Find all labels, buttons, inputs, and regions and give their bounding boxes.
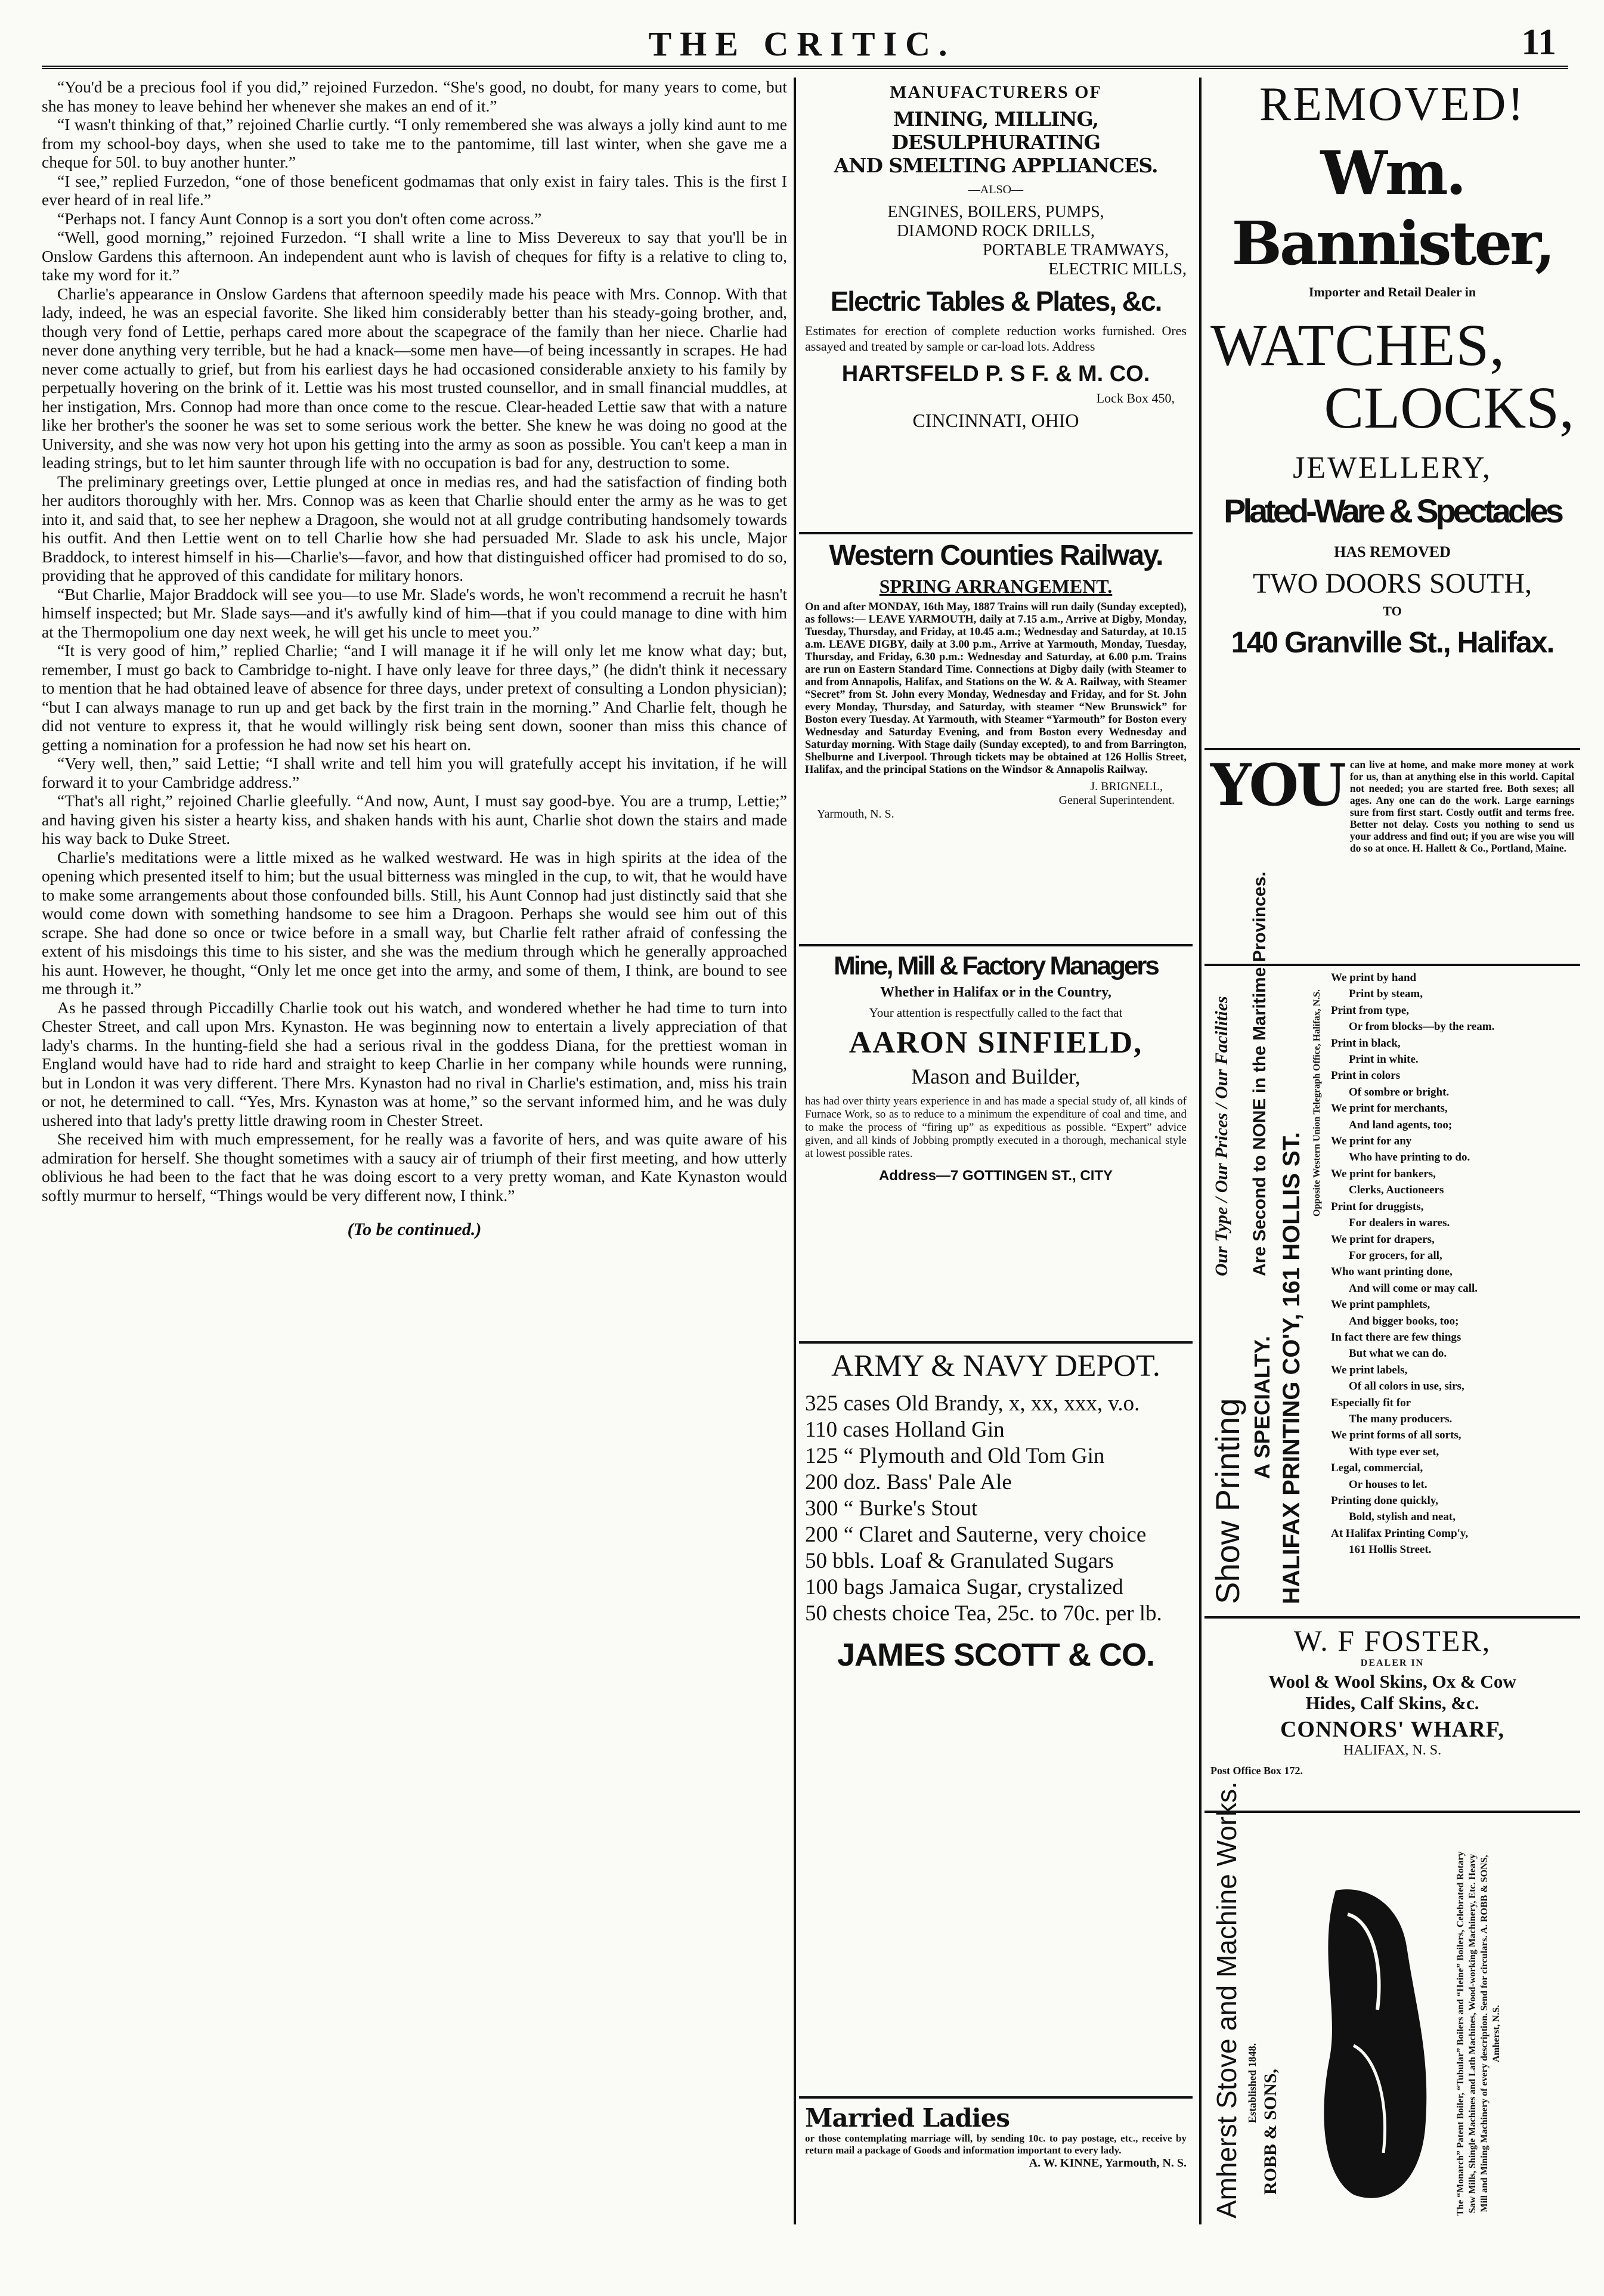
foster-wool-ad [1204,1619,1580,1813]
verse-line: Of all colors in use, sirs, [1349,1380,1464,1393]
depot-item: 200 doz. Bass' Pale Ale [805,1470,1012,1494]
ad-box: Lock Box 450, [1096,391,1175,406]
ad-you: YOU [1210,751,1344,819]
verse-line: Especially fit for [1331,1396,1411,1409]
verse-line: But what we can do. [1349,1347,1447,1360]
depot-item: 100 bags Jamaica Sugar, crystalized [805,1575,1123,1599]
railway-timetable-ad [799,534,1193,946]
ad-line: PORTABLE TRAMWAYS, [983,241,1169,259]
ad-place: Yarmouth, N. S. [817,807,894,821]
stove-illustration [1312,1879,1443,2213]
verse-line: We print for bankers, [1331,1167,1436,1180]
ad-box: Post Office Box 172. [1210,1765,1303,1777]
ad-body: or those contemplating marriage will, by sending 10c. to pay postage, etc., receive by return mail a package of Goods and information important to every lady. [805,2133,1187,2156]
story-paragraph: “I wasn't thinking of that,” rejoined Charlie curtly. “I only remembered she was always a jolly kind aunt to me from my school-boy days, when she used to take me to the pantomime, till last winter, when she gave me a cheque for 50l. to buy another hunter.” [42,115,787,171]
verse-line: Bold, stylish and neat, [1349,1511,1456,1524]
verse-line: With type ever set, [1349,1445,1439,1458]
header-rule [42,66,1568,69]
verse-line: Or houses to let. [1349,1478,1428,1491]
ad-clocks: CLOCKS, [1324,375,1574,441]
ad-also: —ALSO— [968,183,1024,196]
ad-trade: Mason and Builder, [911,1065,1080,1088]
column-divider [794,78,796,2224]
amherst-vertical-established: Established 1848. [1246,2043,1258,2123]
ad-role: Importer and Retail Dealer in [1308,284,1476,299]
verse-line: Clerks, Auctioneers [1349,1184,1444,1197]
ad-body: Estimates for erection of complete reduction works furnished. Ores assayed and treated by sample or car-load lots. Address [805,323,1187,354]
ad-attention: Your attention is respectfully called to the fact that [869,1005,1123,1020]
ad-has-removed: HAS REMOVED [1334,543,1451,561]
halifax-printing-ad [1204,871,1580,1619]
ad-address: 140 Granville St., Halifax. [1231,626,1554,659]
verse-line: Or from blocks—by the ream. [1349,1020,1495,1033]
bannister-ad [1204,78,1580,750]
verse-line: And land agents, too; [1349,1118,1453,1131]
ad-body: has had over thirty years experience in and has made a special study of, all kinds of Furnace Work, so as to reduce to a minimum the expenditure of coal and time, and to make the process of “firing up” as expeditious as possible. “Expert” advice given, and all kinds of Jobbing promptly executed in a thorough, mechanical style at lowest possible rates. [805,1095,1187,1160]
verse-line: And will come or may call. [1349,1282,1478,1295]
ad-headline: REMOVED! [1259,78,1526,131]
ad-watches: WATCHES, [1210,312,1506,378]
ad-subhead: SPRING ARRANGEMENT. [879,575,1113,597]
ad-line: DIAMOND ROCK DRILLS, [896,222,1095,240]
ad-name: AARON SINFIELD, [849,1026,1143,1060]
ad-headline: Married Ladies [805,2103,1010,2133]
ad-line: ENGINES, BOILERS, PUMPS, [887,203,1104,221]
ad-heading: MANUFACTURERS OF [890,82,1102,102]
ad-doors: TWO DOORS SOUTH, [1253,568,1532,599]
verse-line: For grocers, for all, [1349,1249,1442,1262]
amherst-vertical-title: Amherst Stove and Machine Works. [1211,1781,1242,2218]
verse-line: Print from type, [1331,1004,1410,1017]
amherst-vertical-firm: ROBB & SONS, [1261,2069,1280,2195]
story-paragraph: “That's all right,” rejoined Charlie gleefully. “And now, Aunt, I must say good-bye. You are a trump, Lettie;” and having given his sister a hearty kiss, and shaken hands with his aunt, Charlie shot down the stairs and made his way back to Duke Street. [42,791,787,847]
printing-vertical-address: Opposite Western Union Telegraph Office, Halifax, N.S. [1312,989,1322,1217]
verse-line: We print for merchants, [1331,1102,1448,1115]
ad-line: Hides, Calf Skins, &c. [1305,1692,1479,1713]
depot-item: 110 cases Holland Gin [805,1418,1005,1442]
story-paragraph: “I see,” replied Furzedon, “one of those beneficent godmamas that only exist in fairy tales. This is the first I ever heard of in real life.” [42,171,787,209]
verse-line: And bigger books, too; [1349,1314,1459,1328]
ad-plated-ware: Plated-Ware & Spectacles [1224,492,1561,530]
ad-jewellery: JEWELLERY, [1293,451,1492,485]
masthead [42,18,1562,66]
printing-vertical-company: HALIFAX PRINTING CO'Y, 161 HOLLIS ST. [1278,1132,1305,1604]
verse-line: We print for any [1331,1135,1412,1148]
story-paragraph: The preliminary greetings over, Lettie plunged at once in medias res, and had the satisfaction of finding both her auditors thoroughly with her. Mrs. Connop was as keen that Charlie should enter the army as he was to get into it, and said that, to see her nephew a Dragoon, she would not at all grudge contributing handsomely towards his outfit. And then Lettie went on to tell Charlie how she had persuaded Mr. Slade to ask his uncle, Major Braddock, to interest himself in his—Charlie's—favor, and how that distinguished officer had promised to do so, providing that he approved of this candidate for military honors. [42,472,787,584]
story-paragraph: “Very well, then,” said Lettie; “I shall write and tell him you will gratefully accept his invitation, if he will forward it to your Cambridge address.” [42,754,787,791]
ad-line: Wool & Wool Skins, Ox & Cow [1268,1671,1516,1692]
verse-line: At Halifax Printing Comp'y, [1331,1527,1469,1540]
ad-headline: ARMY & NAVY DEPOT. [831,1349,1160,1383]
depot-item: 300 “ Burke's Stout [805,1496,978,1521]
married-ladies-ad [799,2099,1193,2179]
continued-note: (To be continued.) [347,1220,482,1239]
column-divider [1199,78,1202,2224]
depot-item: 50 bbls. Loaf & Granulated Sugars [805,1549,1114,1573]
ad-address: Address—7 GOTTINGEN ST., CITY [878,1168,1113,1184]
verse-line: Print for druggists, [1331,1200,1424,1213]
amherst-stove-works-ad [1204,1781,1580,2230]
verse-line: We print pamphlets, [1331,1298,1430,1311]
verse-line: Print in colors [1331,1069,1401,1082]
verse-line: The many producers. [1349,1412,1453,1425]
mason-builder-ad [799,946,1193,1344]
ad-body: On and after MONDAY, 16th May, 1887 Trains will run daily (Sunday excepted), as follows:— LEAVE YARMOUTH, daily at 7.15 a.m., Arrive at Digby, Monday, Tuesday, Thursday, and Friday, at 10.45 a.m.; Wednesday and Saturday, at 10.15 a.m. LEAVE DIGBY, daily at 3.00 p.m., Arrive at Yarmouth, Monday, Tuesday, Thursday, and Friday, 6.30 p.m.: Wednesday and Saturday, at 6.00 p.m. Trains are run on Eastern Standard Time. Connections at Digby daily (with Steamer to and from Annapolis, Halifax, and Stations on the W. & A. Railway, with Steamer “Secret” from St. John every Monday, Wednesday and Friday, and for St. John every Monday, Thursday, and Saturday, with steamer “New Brunswick” for Boston every Tuesday. At Yarmouth, with Steamer “Yarmouth” for Boston every Wednesday and Saturday Evening, and from Boston every Wednesday and Saturday morning. With Stage daily (Sunday excepted), to and from Barrington, Shelburne and Liverpool. Through tickets may be obtained at 126 Hollis Street, Halifax, and the principal Stations on the Windsor & Annapolis Railway. [805,601,1187,776]
serial-story-column [42,78,787,2230]
ad-to: TO [1383,604,1402,618]
advertisement-column-right [1204,78,1580,2236]
ad-headline: AND SMELTING APPLIANCES. [834,154,1158,177]
mining-appliances-ad [799,78,1193,534]
verse-line: Who want printing done, [1331,1265,1453,1279]
ad-city: CINCINNATI, OHIO [912,410,1079,431]
ad-wharf: CONNORS' WHARF, [1280,1717,1505,1742]
verse-line: Print in white. [1349,1053,1419,1066]
verse-line: Of sombre or bright. [1349,1085,1450,1099]
ad-signature: A. W. KINNE, Yarmouth, N. S. [1029,2156,1187,2170]
story-paragraph: “Perhaps not. I fancy Aunt Connop is a sort you don't often come across.” [57,209,542,228]
printing-verse [1331,970,1575,1558]
depot-item: 325 cases Old Brandy, x, xx, xxx, v.o. [805,1391,1140,1416]
printing-vertical-claims: Our Type / Our Prices / Our Facilities [1212,996,1231,1276]
story-paragraph: “Well, good morning,” rejoined Furzedon. “I shall write a line to Miss Devereux to say that you'll be in Onslow Gardens this afternoon. An independent aunt who is lavish of cheques for fifty is a relative to cling to, take my word for it.” [42,228,787,284]
ad-subhead: Electric Tables & Plates, &c. [830,286,1162,317]
story-paragraph: Charlie's meditations were a little mixed as he walked westward. He was in high spirits at the idea of the opening which presented itself to him; but the usual bitterness was mingled in the cup, to wit, that he would have to make some arrangements about those confounded bills. Still, his Aunt Connop had just distinctly said that she would come down with something handsome to see him a Dragoon. Perhaps she would see him out of this scrape. She had done so once or twice before in a small way, but Charlie felt rather afraid of confessing the extent of his misdoings this time to his sister, and she was the medium through which he generally approached his aunt. However, he thought, “Only let me once get into the army, and some of them, I think, are bound to see me through it.” [42,847,787,998]
ad-firm: JAMES SCOTT & CO. [837,1637,1155,1673]
verse-line: We print by hand [1331,971,1417,984]
ad-headline: Western Counties Railway. [829,540,1163,571]
ad-signature-title: General Superintendent. [1058,794,1175,807]
verse-line: In fact there are few things [1331,1330,1461,1344]
army-navy-depot-ad [799,1344,1193,2099]
printing-vertical-title: Show Printing [1209,1398,1246,1604]
depot-item: 50 chests choice Tea, 25c. to 70c. per lb. [805,1601,1162,1626]
ad-body: can live at home, and make more money at work for us, than at anything else in this world. Capital not needed; you are started free. Both sexes; all ages. Any one can do the work. Large earnings sure from first start. Costly outfit and terms free. Better not delay. Costs you nothing to send us your address and find out; if you are wise you will do so at once. H. Hallett & Co., Portland, Maine. [1349,759,1574,854]
story-paragraph: “But Charlie, Major Braddock will see you—to use Mr. Slade's words, he won't recommend a recruit he hasn't himself inspected; but Mr. Slade says—and it's awfully kind of him—that if you could manage to dine with him at the Thermopolium one day next week, he will get his uncle to meet you.” [42,584,787,641]
printing-vertical-second: Are Second to NONE in the Maritime Provinces. [1250,871,1269,1276]
depot-item: 125 “ Plymouth and Old Tom Gin [805,1444,1105,1468]
ad-dealer: DEALER IN [1360,1658,1425,1668]
story-paragraph: Charlie's appearance in Onslow Gardens that afternoon speedily made his peace with Mrs. Connop. With that lady, indeed, he was an especial favorite. She liked him considerably better than his steady-going brother, and, though very fond of Lettie, perhaps cared more about the scapegrace of the family than her niece. Charlie had never done anything very terrible, but he had a knack—some men have—of being incessantly in scrapes. He had never come actually to grief, but from his earliest days he had occasioned considerable anxiety to his family by perpetually hovering on the brink of it. Lettie was his most trusted counsellor, and in small financial muddles, at her instigation, Mrs. Connop had more than once come to the rescue. Clear-headed Lettie saw that with a nature like her brother's the sooner he was set to some serious work the better. She knew he was doing no good at the University, and she was now very hot upon his getting into the army as soon as possible. You can't keep a man in leading strings, but to let him saunter through life with no occupation is bad for any, destruction to some. [42,284,787,472]
amherst-vertical-products: The “Monarch” Patent Boiler, “Tubular” Boilers and “Heine” Boilers, Celebrated Rotary Saw Mills, Shingle Machines and Lath Machines, Wood-working Machinery, Etc. Heavy Mill and Mining Machinery of every description. Send for circulars. A. ROBB & SONS, Amherst, N.S. [1456,1851,1501,2216]
ad-headline: Mine, Mill & Factory Managers [834,951,1158,980]
ad-subhead: Whether in Halifax or in the Country, [880,985,1111,1000]
story-paragraph: “It is very good of him,” replied Charlie; “and I will manage it if he will only let me know what day; but, remember, I must go back to Cambridge to-night. I have only leave for three days,” (he didn't think it necessary to mention that he had obtained leave of absence for three days, under pretext of consulting a London physician); “but I can always manage to run up and get back by the first train in the morning.” And Charlie felt, though he did not venture to express it, that he would willingly risk being sent down, sooner than miss this chance of getting a nomination for a profession he had now set his heart on. [42,641,787,754]
verse-line: Legal, commercial, [1331,1462,1423,1475]
verse-line: Who have printing to do. [1349,1151,1470,1164]
verse-line: Printing done quickly, [1331,1494,1439,1507]
verse-line: Print in black, [1331,1036,1401,1050]
ad-headline: W. F FOSTER, [1293,1624,1491,1657]
printing-vertical-specialty: A SPECIALTY. [1250,1335,1274,1479]
verse-line: We print labels, [1331,1363,1408,1376]
verse-line: We print forms of all sorts, [1331,1429,1461,1442]
newspaper-title: THE CRITIC. [648,24,956,63]
verse-line: For dealers in wares. [1349,1217,1450,1230]
story-paragraph: “You'd be a precious fool if you did,” rejoined Furzedon. “She's good, no doubt, for many years to come, but she has money to leave behind her whenever she makes an end of it.” [42,78,787,115]
verse-line: Print by steam, [1349,988,1423,1001]
page-number: 11 [1521,22,1556,63]
advertisement-column-middle [799,78,1193,2236]
ad-headline: MINING, MILLING, DESULPHURATING [891,107,1100,154]
verse-line: We print for drapers, [1331,1233,1435,1246]
depot-item: 200 “ Claret and Sauterne, very choice [805,1523,1147,1547]
verse-line: 161 Hollis Street. [1349,1543,1432,1557]
ad-name: Wm. Bannister, [1231,138,1553,279]
ad-company: HARTSFELD P. S F. & M. CO. [841,361,1150,386]
ad-line: ELECTRIC MILLS, [1048,260,1187,279]
story-paragraph: She received him with much empressement, for he really was a favorite of hers, and was quite aware of his admiration for herself. She thought sometimes with a saucy air of triumph of their first meeting, and how utterly oblivious he had been to the fact that he was doing escort to a very pretty woman, and Kate Kynaston would softly murmur to herself, “Things would be very different now, I think.” [42,1130,787,1205]
ad-signature: J. BRIGNELL, [1090,780,1163,793]
story-paragraph: As he passed through Piccadilly Charlie took out his watch, and wondered whether he had time to turn into Chester Street, and call upon Mrs. Kynaston. He was beginning now to entertain a lively appreciation of that lady's charms. In the hunting-field she had a serious rival in the goddess Diana, for the prettiest woman in England would have had to ride hard and straight to keep Charlie in her company while hounds were running, but in London it was very different. There Mrs. Kynaston had no rival in Charlie's estimation, and, miss his train or not, he determined to call. “Yes, Mrs. Kynaston was at home,” so the servant informed him, and he was duly ushered into that lady's pretty little drawing room in Chester Street. [42,998,787,1130]
ad-city: HALIFAX, N. S. [1343,1743,1442,1758]
